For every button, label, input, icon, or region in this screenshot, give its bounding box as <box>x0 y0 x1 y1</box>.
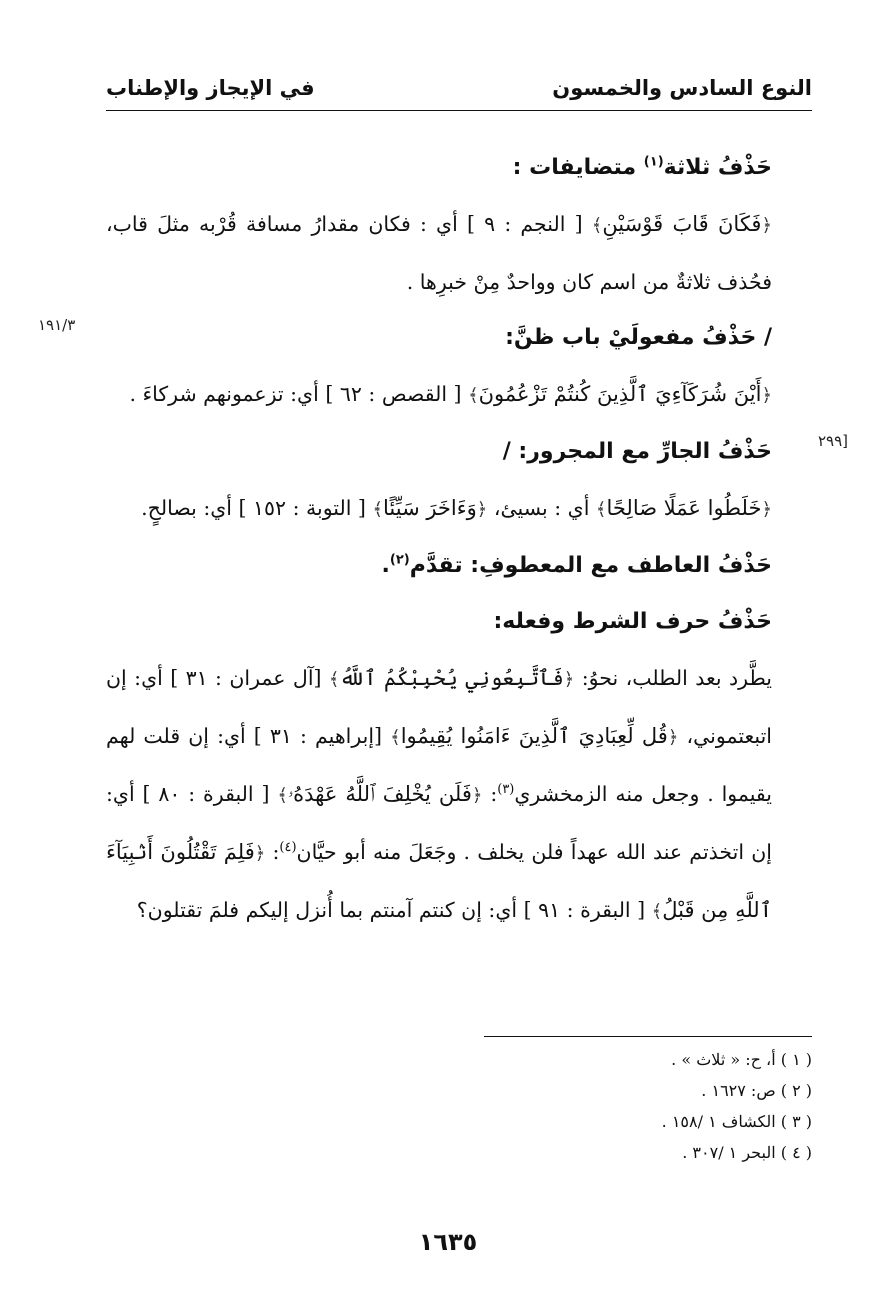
section-title: في الإيجاز والإطناب <box>106 76 315 100</box>
paragraph-3: ﴿خَلَطُوا عَمَلًا صَالِحًا﴾ أي : بسيئ، ﴿وَءَاخَرَ سَيِّئًا﴾ [ التوبة : ١٥٢ ] أي: بصالحٍ. <box>141 496 772 520</box>
footnote-ref-1: (١) <box>643 154 664 170</box>
footnote-1: ( ١ ) أ، ح: « ثلاث » . <box>671 1050 812 1069</box>
quran-verse: فَكَانَ قَابَ قَوْسَيْنِ <box>602 212 762 236</box>
paragraph-5: يطَّرد بعد الطلب، نحوُ: ﴿فَٱتَّبِعُونِي يُحْبِبْكُمُ ٱللَّهُ﴾ [آل عمران : ٣١ ] أي: إن اتبعتموني، ﴿قُل لِّعِبَادِيَ ٱلَّذِينَ ءَامَنُوا يُقِيمُوا﴾ [إبراهيم : ٣١ ] أي: إن قلت لهم يقيموا . وجعل منه الزمخشري$^{(٣)}$: ﴿فَلَن يُخْلِفَ ٱللَّهُ عَهْدَهُۥ﴾ [ البقرة : ٨٠ ] أي: إن اتخذتم عند الله عهداً فلن يخلف . وجَعَلَ منه أبو حيَّان$^{(٤)}$: ﴿فَلِمَ تَقْتُلُونَ أَنۢبِيَآءَ ٱللَّهِ مِن قَبْلُ﴾ [ البقرة : ٩١ ] أي: إن كنتم آمنتم بما أُنزل إليكم فلمَ تقتلون؟ <box>106 666 772 922</box>
quran-verse: فَلَن يُخْلِفَ ٱللَّهُ عَهْدَهُۥ <box>287 782 472 806</box>
quran-verse: قُل لِّعِبَادِيَ ٱلَّذِينَ ءَامَنُوا يُقِيمُوا <box>400 724 668 748</box>
footnote-3: ( ٣ ) الكشاف ١ /١٥٨ . <box>661 1112 812 1131</box>
quran-verse: فَلِمَ تَقْتُلُونَ أَنۢبِيَآءَ ٱللَّهِ مِن قَبْلُ <box>106 840 772 922</box>
quran-verse: وَءَاخَرَ سَيِّئًا <box>383 496 477 520</box>
running-header <box>106 66 812 111</box>
quran-verse: فَٱتَّبِعُونِي يُحْبِبْكُمُ ٱللَّهُ <box>339 666 564 690</box>
footnote-2: ( ٢ ) ص: ١٦٢٧ . <box>701 1081 812 1100</box>
footnote-ref-3: (٣) <box>497 782 515 798</box>
quran-verse: أَيْنَ شُرَكَآءِيَ ٱلَّذِينَ كُنتُمْ تَزْعُمُونَ <box>478 382 762 406</box>
heading-three-mudafat: حَذْفُ ثلاثة$^{(١)}$ متضايفات : <box>512 154 772 180</box>
heading-two-objects: / حَذْفُ مفعولَيْ باب ظنَّ: <box>505 325 772 350</box>
footnote-ref-2: (٢) <box>389 552 410 568</box>
footnote-ref-4: (٤) <box>279 840 297 856</box>
footnotes <box>106 1044 812 1168</box>
quran-bracket-open: ﴿ <box>761 215 772 236</box>
chapter-title: النوع السادس والخمسون <box>552 76 812 100</box>
margin-reference-191: ١٩١/٣ <box>38 316 76 334</box>
margin-reference-299: [٢٩٩ <box>818 432 849 450</box>
heading-shart: حَذْفُ حرف الشرط وفعله: <box>493 609 772 634</box>
footnote-divider <box>484 1036 812 1037</box>
heading-jar-majrur: حَذْفُ الجارِّ مع المجرور: / <box>502 439 772 464</box>
paragraph-2: ﴿أَيْنَ شُرَكَآءِيَ ٱلَّذِينَ كُنتُمْ تَزْعُمُونَ﴾ [ القصص : ٦٢ ] أي: تزعمونهم شركاءَ . <box>129 382 772 406</box>
quran-verse: خَلَطُوا عَمَلًا صَالِحًا <box>606 496 762 520</box>
quran-bracket-close: ﴾ <box>591 215 603 236</box>
main-text <box>106 140 812 940</box>
paragraph-1: ﴿فَكَانَ قَابَ قَوْسَيْنِ﴾ [ النجم : ٩ ] أي : فكان مقدارُ مسافة قُرْبه مثلَ قاب، فحُذف ثلاثةٌ من اسم كان وواحدٌ مِنْ خبرِها . <box>106 212 772 294</box>
heading-atif: حَذْفُ العاطف مع المعطوفِ: تقدَّم$^{(٢)}$. <box>381 552 772 578</box>
footnote-4: ( ٤ ) البحر ١ /٣٠٧ . <box>682 1143 812 1162</box>
page-number: ١٦٣٥ <box>418 1228 478 1256</box>
